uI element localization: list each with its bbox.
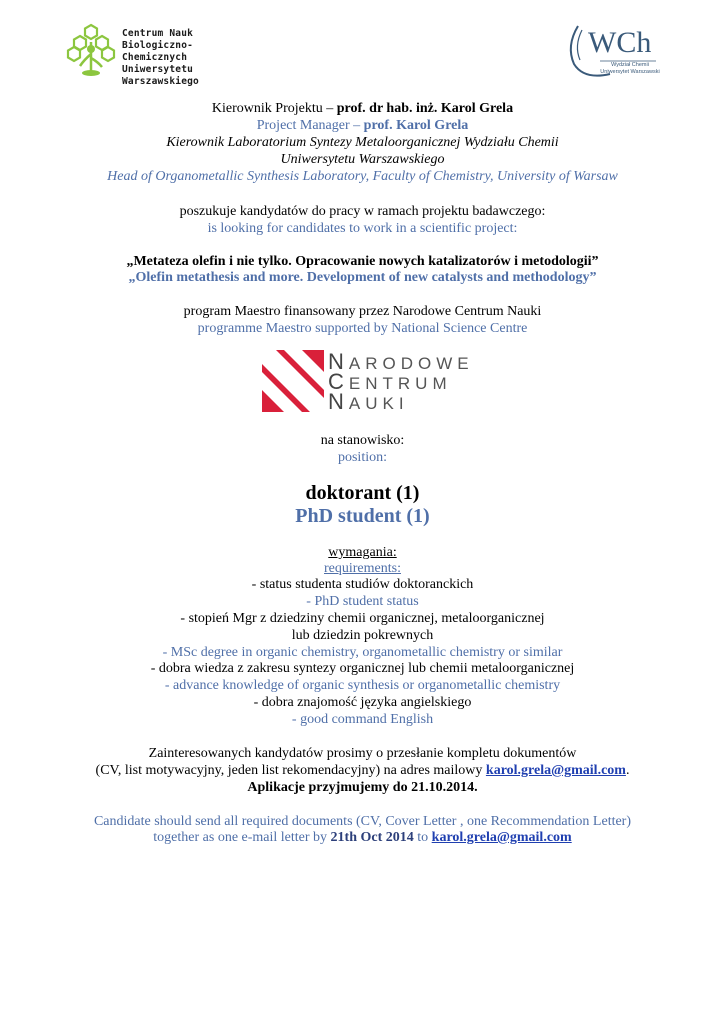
apply-pl-suffix: . [625, 763, 630, 778]
ncn-emblem-icon [262, 350, 324, 412]
wch-subtitle-1: Wydział Chemii [611, 62, 649, 68]
ncn-cap-1: N [328, 349, 349, 374]
wch-logo [562, 22, 662, 82]
apply-en-prefix: together as one e-mail letter by [153, 830, 331, 845]
cnbch-line-3: Uniwersytetu Warszawskiego [122, 64, 199, 87]
req-2-pl-2: lub dziedzin pokrewnych [291, 628, 434, 643]
wch-subtitle [600, 62, 660, 75]
email-link-en[interactable]: karol.grela@gmail.com [431, 830, 572, 845]
ncn-rest-3: AUKI [348, 394, 409, 413]
req-4-en: - good command English [291, 712, 434, 727]
apply-pl-deadline: Aplikacje przyjmujemy do 21.10.2014. [247, 780, 478, 795]
apply-pl-line-2 [0, 762, 725, 779]
req-2-pl-1: - stopień Mgr z dziedziny chemii organicznej, metaloorganicznej [180, 611, 545, 626]
looking-en: is looking for candidates to work in a scientific project: [207, 221, 518, 236]
header-pl-prefix: Kierownik Projektu – [211, 101, 337, 116]
header-en-name: prof. Karol Grela [363, 118, 469, 133]
requirements-label-pl [0, 544, 725, 561]
apply-en-line-2 [0, 829, 725, 846]
apply-en-mid: to [413, 830, 432, 845]
position-label-en: position: [337, 450, 387, 465]
ncn-cap-3: N [328, 389, 349, 414]
ncn-rest-1: ARODOWE [348, 354, 474, 373]
header-en-prefix: Project Manager – [256, 118, 364, 133]
apply-pl-prefix: (CV, list motywacyjny, jeden list rekomendacyjny) na adres mailowy [95, 763, 486, 778]
ncn-cap-2: C [328, 369, 349, 394]
req-3-en: - advance knowledge of organic synthesis or organometallic chemistry [164, 678, 561, 693]
ncn-word-1 [328, 349, 474, 374]
ncn-rest-2: ENTRUM [348, 374, 452, 393]
header-pl [0, 100, 725, 117]
req-3-pl: - dobra wiedza z zakresu syntezy organicznej lub chemii metaloorganicznej [150, 661, 575, 676]
ncn-logo [262, 350, 477, 414]
programme-en: programme Maestro supported by National Science Centre [197, 321, 528, 336]
lab-pl-2: Uniwersytetu Warszawskiego [280, 152, 445, 167]
cnbch-line-1: Centrum Nauk [122, 28, 194, 39]
header-en [0, 117, 725, 134]
lab-pl-1: Kierownik Laboratorium Syntezy Metaloorganicznej Wydziału Chemii [166, 135, 559, 150]
ncn-word-3 [328, 389, 409, 414]
lab-en: Head of Organometallic Synthesis Laboratory, Faculty of Chemistry, University of Warsaw [107, 169, 618, 184]
requirements-label-pl-text: wymagania: [328, 545, 397, 560]
apply-en-line-1: Candidate should send all required documents (CV, Cover Letter , one Recommendation Letter) [93, 814, 632, 829]
req-4-pl: - dobra znajomość języka angielskiego [253, 695, 472, 710]
hexagon-molecule-icon [66, 22, 116, 78]
position-label-pl: na stanowisko: [320, 433, 405, 448]
project-title-pl: „Metateza olefin i nie tylko. Opracowanie nowych katalizatorów i metodologii” [126, 254, 599, 269]
project-title-en: „Olefin metathesis and more. Development of new catalysts and methodology” [128, 270, 597, 285]
cnbch-line-2: Biologiczno-Chemicznych [122, 40, 194, 63]
position-title-en: PhD student (1) [295, 505, 430, 527]
req-1-pl: - status studenta studiów doktoranckich [251, 577, 474, 592]
requirements-label-en [0, 560, 725, 577]
header-pl-name: prof. dr hab. inż. Karol Grela [336, 101, 514, 116]
apply-en-date: 21th Oct 2014 [330, 830, 414, 845]
requirements-label-en-text: requirements: [324, 561, 401, 576]
wch-mark: WCh [588, 26, 652, 59]
cnbch-logo [66, 22, 256, 87]
req-1-en: - PhD student status [306, 594, 419, 609]
apply-pl-line-1: Zainteresowanych kandydatów prosimy o przesłanie kompletu dokumentów [148, 746, 577, 761]
email-link-pl[interactable]: karol.grela@gmail.com [485, 763, 626, 778]
req-2-en: - MSc degree in organic chemistry, organometallic chemistry or similar [162, 645, 563, 660]
wch-subtitle-2: Uniwersytet Warszawski [600, 68, 660, 75]
programme-pl: program Maestro finansowany przez Narodowe Centrum Nauki [183, 304, 542, 319]
looking-pl: poszukuje kandydatów do pracy w ramach projektu badawczego: [179, 204, 546, 219]
cnbch-logo-text [122, 28, 256, 88]
position-title-pl: doktorant (1) [305, 482, 420, 504]
